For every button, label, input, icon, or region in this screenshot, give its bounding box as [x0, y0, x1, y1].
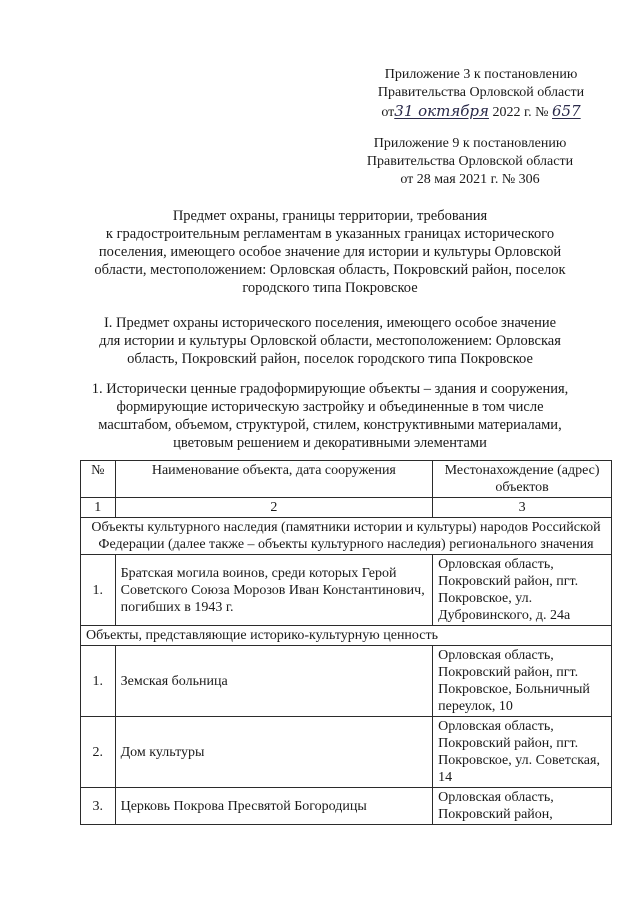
col-number: 1	[81, 498, 116, 518]
row-name: Дом культуры	[115, 717, 433, 788]
row-num: 1.	[81, 646, 116, 717]
table-row	[81, 646, 612, 717]
subsection-line: масштабом, объемом, структурой, стилем, конструктивными материалами,	[98, 417, 562, 433]
row-num: 3.	[81, 788, 116, 825]
column-number-row	[81, 498, 612, 518]
handwritten-date: 31 октября	[394, 102, 489, 120]
title-line: поселения, имеющего особое значение для истории и культуры Орловской	[98, 244, 562, 260]
category-historical-value: Объекты, представляющие историко-культурную ценность	[81, 626, 612, 646]
row-address: Орловская область, Покровский район, пгт. Покровское, ул. Дубровинского, д. 24а	[433, 555, 612, 626]
objects-table	[80, 460, 612, 825]
row-name: Земская больница	[115, 646, 433, 717]
row-num: 2.	[81, 717, 116, 788]
subsection-line: цветовым решением и декоративными элементами	[173, 435, 487, 451]
table-row	[81, 555, 612, 626]
handwritten-number: 657	[552, 102, 581, 120]
row-name: Церковь Покрова Пресвятой Богородицы	[115, 788, 433, 825]
appendix-3-header	[356, 66, 606, 122]
row-address: Орловская область, Покровский район, пгт. Покровское, ул. Советская, 14	[433, 717, 612, 788]
table-row	[81, 717, 612, 788]
appendix-3-date-line	[356, 102, 606, 122]
appendix-9-line3: от 28 мая 2021 г. № 306	[400, 172, 540, 187]
category-row	[81, 518, 612, 555]
header-num: №	[81, 461, 116, 498]
section-heading	[70, 314, 590, 368]
table-row	[81, 788, 612, 825]
table-header-row	[81, 461, 612, 498]
subsection-line: 1. Исторически ценные градоформирующие объекты – здания и сооружения,	[91, 381, 569, 397]
row-address: Орловская область, Покровский район,	[433, 788, 612, 825]
section-line: для истории и культуры Орловской области, местоположением: Орловская	[99, 333, 561, 349]
appendix-9-line2: Правительства Орловской области	[366, 154, 574, 169]
title-line: городского типа Покровское	[242, 280, 418, 296]
header-name: Наименование объекта, дата сооружения	[115, 461, 433, 498]
appendix-3-line2: Правительства Орловской области	[377, 85, 585, 100]
title-line: к градостроительным регламентам в указанных границах исторического	[105, 226, 555, 242]
col-number: 2	[115, 498, 433, 518]
section-line: I. Предмет охраны исторического поселения, имеющего особое значение	[103, 315, 557, 331]
row-name: Братская могила воинов, среди которых Герой Советского Союза Морозов Иван Константинович, погибших в 1943 г.	[115, 555, 433, 626]
col-number: 3	[433, 498, 612, 518]
section-line: область, Покровский район, поселок городского типа Покровское	[127, 351, 533, 367]
subsection-line: формирующие историческую застройку и объединенные в том числе	[116, 399, 544, 415]
appendix-9-line1: Приложение 9 к постановлению	[373, 136, 567, 151]
row-address: Орловская область, Покровский район, пгт. Покровское, Больничный переулок, 10	[433, 646, 612, 717]
header-address: Местонахождение (адрес) объектов	[433, 461, 612, 498]
appendix-9-header	[345, 135, 595, 189]
document-title	[70, 207, 590, 297]
from-label: от	[381, 105, 395, 120]
row-num: 1.	[81, 555, 116, 626]
year-label: 2022 г. №	[492, 105, 549, 120]
category-row	[81, 626, 612, 646]
subsection-heading	[70, 380, 590, 452]
title-line: Предмет охраны, границы территории, требования	[172, 208, 488, 224]
title-line: области, местоположением: Орловская область, Покровский район, поселок	[94, 262, 566, 278]
appendix-3-line1: Приложение 3 к постановлению	[384, 67, 578, 82]
category-cultural-heritage: Объекты культурного наследия (памятники истории и культуры) народов Российской Федерации (далее также – объекты культурного наследия) регионального значения	[81, 518, 612, 555]
